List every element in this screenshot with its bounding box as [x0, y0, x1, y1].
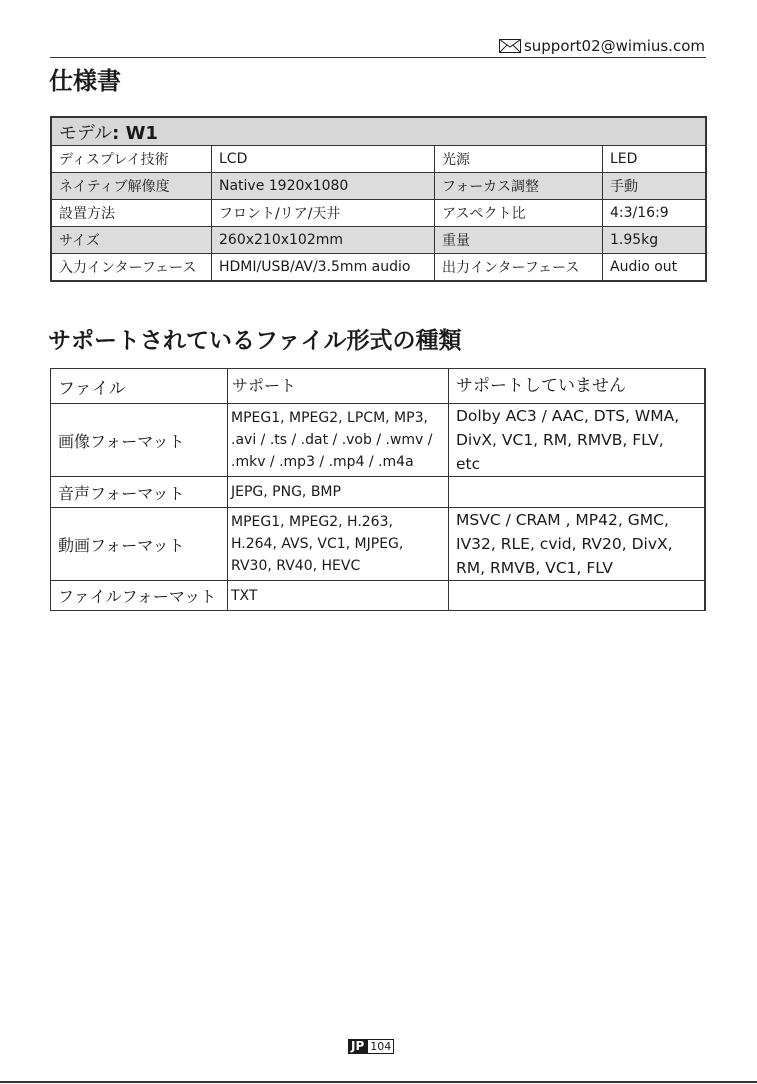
unsupported-line: etc: [456, 455, 481, 473]
header-divider: [50, 57, 706, 58]
spec-value: 4:3/16:9: [603, 200, 707, 227]
unsupported-cell: [449, 477, 706, 508]
spec-label: 出力インターフェース: [435, 254, 603, 282]
unsupported-line: Dolby AC3 / AAC, DTS, WMA,: [456, 407, 680, 425]
section-title: サポートされているファイル形式の種類: [48, 328, 462, 354]
spec-label: 光源: [435, 146, 603, 173]
spec-label: サイズ: [51, 227, 212, 254]
email-text: support02@wimius.com: [523, 37, 705, 55]
unsupported-cell: [449, 581, 706, 611]
spec-label: 設置方法: [51, 200, 212, 227]
spec-model-row: [51, 117, 706, 146]
spec-row: [51, 254, 706, 282]
spec-value: 1.95kg: [603, 227, 707, 254]
spec-value: 手動: [603, 173, 707, 200]
supported-line: TXT: [231, 587, 258, 604]
spec-value: LCD: [212, 146, 435, 173]
unsupported-line: IV32, RLE, cvid, RV20, DivX,: [456, 535, 673, 553]
supported-cell: [228, 581, 449, 611]
page-title: 仕様書: [49, 67, 121, 95]
spec-row: [51, 173, 706, 200]
unsupported-line: RM, RMVB, VC1, FLV: [456, 559, 613, 577]
spec-value: Audio out: [603, 254, 707, 282]
page-number-value: 104: [367, 1039, 394, 1054]
supported-line: .avi / .ts / .dat / .vob / .wmv /: [231, 432, 433, 448]
format-header-row: [51, 369, 706, 404]
format-type: 画像フォーマット: [51, 404, 228, 477]
supported-line: JEPG, PNG, BMP: [231, 484, 341, 500]
format-table: [50, 368, 706, 611]
supported-line: MPEG1, MPEG2, H.263,: [231, 514, 393, 530]
model-value: : W1: [112, 122, 158, 144]
supported-cell: [228, 508, 449, 581]
support-email: [499, 37, 705, 55]
spec-value: LED: [603, 146, 707, 173]
spec-row: [51, 227, 706, 254]
spec-label: 入力インターフェース: [51, 254, 212, 282]
format-row: [51, 477, 706, 508]
format-type: 音声フォーマット: [51, 477, 228, 508]
unsupported-line: MSVC / CRAM , MP42, GMC,: [456, 511, 669, 529]
format-type: 動画フォーマット: [51, 508, 228, 581]
spec-label: ネイティブ解像度: [51, 173, 212, 200]
bottom-divider: [0, 1081, 757, 1083]
format-row: [51, 581, 706, 611]
spec-label: アスペクト比: [435, 200, 603, 227]
format-row: [51, 404, 706, 477]
supported-cell: [228, 404, 449, 477]
unsupported-cell: [449, 508, 706, 581]
model-label: モデル: [59, 122, 113, 144]
unsupported-line: DivX, VC1, RM, RMVB, FLV,: [456, 431, 664, 449]
spec-value: フロント/リア/天井: [212, 200, 435, 227]
header-file: ファイル: [51, 369, 228, 404]
spec-row: [51, 200, 706, 227]
model-cell: [51, 117, 706, 146]
supported-line: MPEG1, MPEG2, LPCM, MP3,: [231, 410, 428, 426]
header-supported: サポート: [228, 369, 449, 404]
spec-value: 260x210x102mm: [212, 227, 435, 254]
spec-value: HDMI/USB/AV/3.5mm audio: [212, 254, 435, 282]
spec-value: Native 1920x1080: [212, 173, 435, 200]
spec-label: フォーカス調整: [435, 173, 603, 200]
envelope-icon: [499, 39, 521, 53]
unsupported-cell: [449, 404, 706, 477]
format-type: ファイルフォーマット: [51, 581, 228, 611]
supported-line: H.264, AVS, VC1, MJPEG,: [231, 536, 404, 552]
spec-label: ディスプレイ技術: [51, 146, 212, 173]
supported-line: .mkv / .mp3 / .mp4 / .m4a: [231, 454, 414, 470]
header-unsupported: サポートしていません: [449, 369, 706, 404]
language-badge: JP: [348, 1039, 367, 1054]
spec-row: [51, 146, 706, 173]
spec-table: [50, 116, 707, 282]
spec-label: 重量: [435, 227, 603, 254]
page-number: [348, 1039, 394, 1054]
supported-cell: [228, 477, 449, 508]
format-row: [51, 508, 706, 581]
supported-line: RV30, RV40, HEVC: [231, 558, 361, 574]
